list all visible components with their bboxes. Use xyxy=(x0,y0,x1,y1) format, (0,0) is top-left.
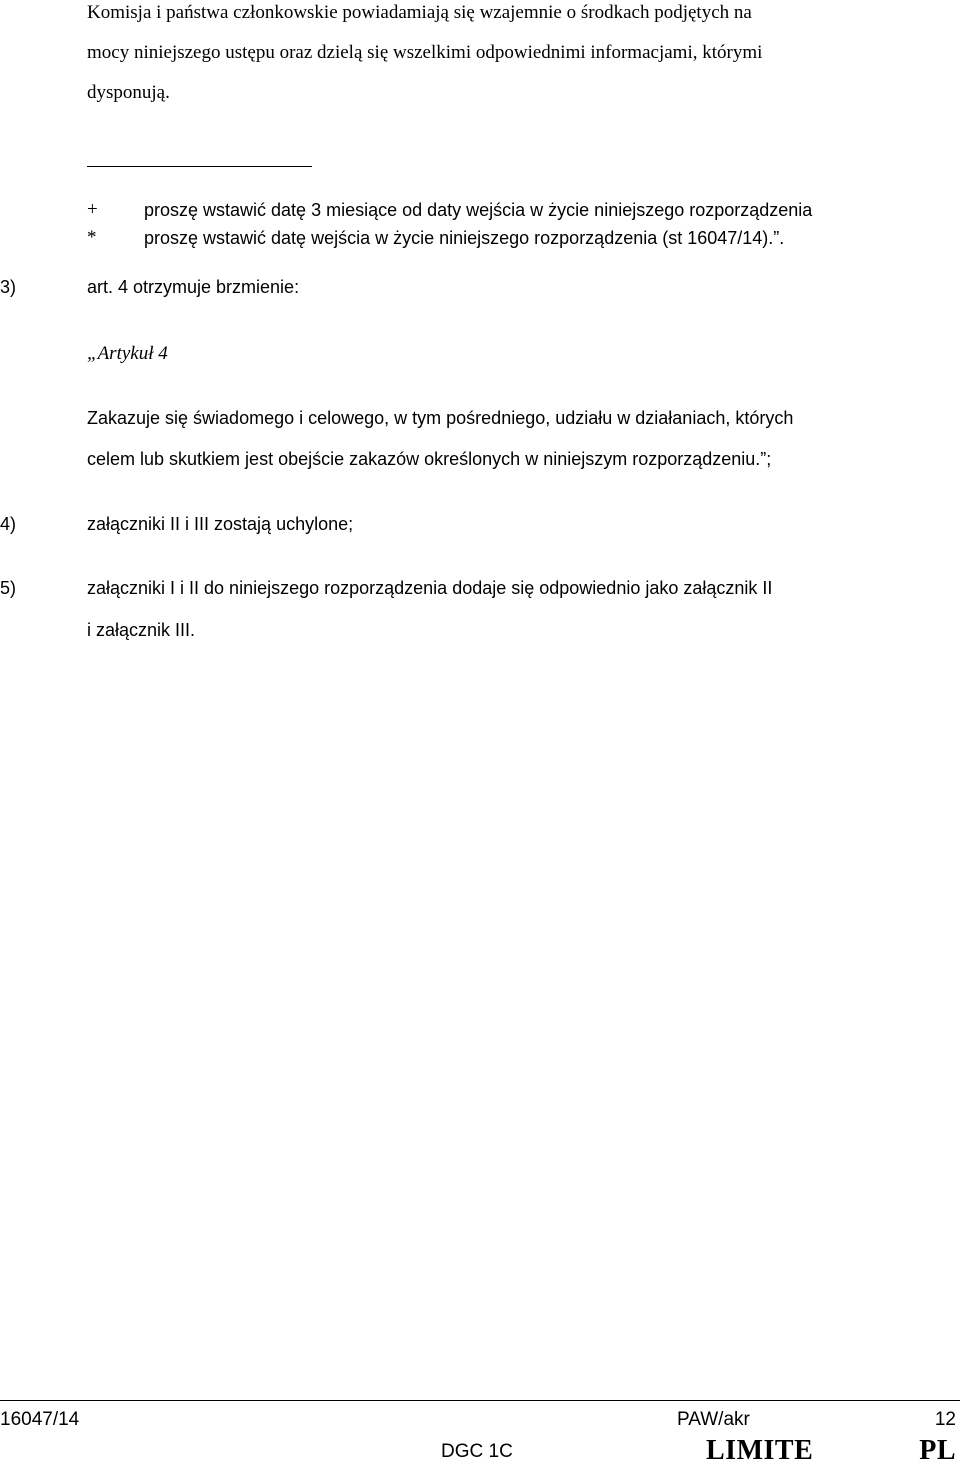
item-5-line-2: i załącznik III. xyxy=(87,620,196,640)
item-3-number: 3) xyxy=(0,277,17,297)
footer-dgc: DGC 1C xyxy=(441,1441,513,1462)
item-4-number: 4) xyxy=(0,514,17,534)
footer-language: PL xyxy=(919,1435,956,1466)
footer-classification: LIMITE xyxy=(706,1435,814,1466)
footer-rule xyxy=(0,1400,960,1401)
item-3-text: art. 4 otrzymuje brzmienie: xyxy=(87,277,300,297)
article-title: „Artykuł 4 xyxy=(87,343,168,364)
footer-author: PAW/akr xyxy=(677,1409,750,1430)
footnote-text: proszę wstawić datę wejścia w życie niniejszego rozporządzenia (st 16047/14).”. xyxy=(144,228,785,248)
article-line-2: celem lub skutkiem jest obejście zakazów określonych w niniejszym rozporządzeniu.”; xyxy=(87,449,772,469)
footnote-separator xyxy=(87,166,312,167)
intro-line-3: dysponują. xyxy=(87,82,170,103)
item-4-text: załączniki II i III zostają uchylone; xyxy=(87,514,354,534)
footer-doc-ref: 16047/14 xyxy=(0,1409,80,1430)
item-5-number: 5) xyxy=(0,578,17,598)
item-5-line-1: załączniki I i II do niniejszego rozporządzenia dodaje się odpowiednio jako załącznik II xyxy=(87,578,773,598)
article-line-1: Zakazuje się świadomego i celowego, w tym pośredniego, udziału w działaniach, których xyxy=(87,408,794,428)
intro-line-1: Komisja i państwa członkowskie powiadamiają się wzajemnie o środkach podjętych na xyxy=(87,2,752,23)
intro-line-2: mocy niniejszego ustępu oraz dzielą się wszelkimi odpowiednimi informacjami, którymi xyxy=(87,42,763,63)
footnote-marker: * xyxy=(87,227,97,248)
footnote-marker: + xyxy=(87,199,98,220)
footnote-text: proszę wstawić datę 3 miesiące od daty wejścia w życie niniejszego rozporządzenia xyxy=(144,200,813,220)
footer-page-number: 12 xyxy=(934,1409,956,1430)
